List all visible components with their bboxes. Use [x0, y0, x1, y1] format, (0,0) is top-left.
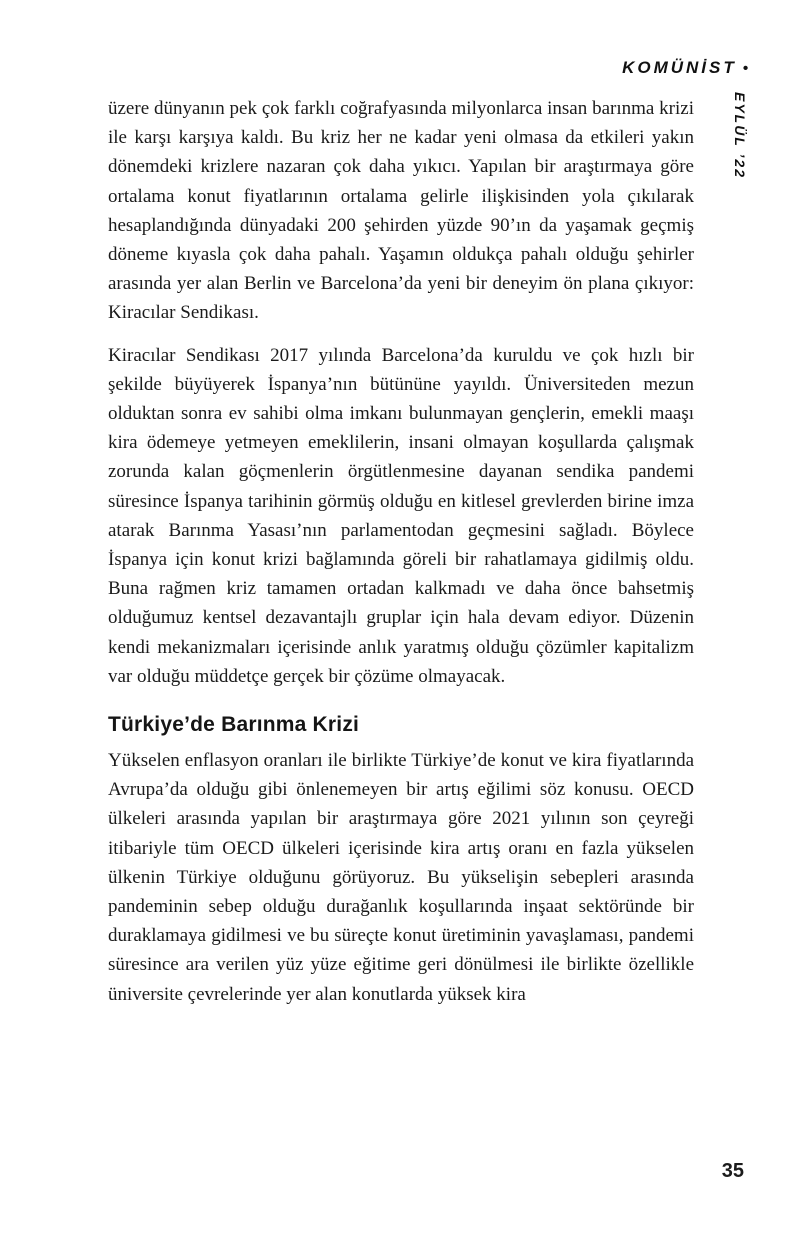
section-heading: Türkiye’de Barınma Krizi	[108, 713, 360, 737]
magazine-masthead	[622, 58, 748, 78]
magazine-title: KOMÜNİST	[622, 58, 737, 77]
issue-label: EYLÜL ’22	[732, 92, 748, 179]
body-paragraph: üzere dünyanın pek çok farklı coğrafyasında milyonlarca insan barınma krizi ile karşı karşıya kaldı. Bu kriz her ne kadar yeni olmasa da etkileri yakın dönemdeki krizlere nazaran çok daha yıkıcı. Yapılan bir araştırmaya göre ortalama konut fiyatlarının ortalama gelirle ilişkisinden yola çıkılarak hesaplandığında dünyadaki 200 şehirden yüzde 90’ın da yaşamak geçmiş döneme kıyasla çok daha pahalı. Yaşamın oldukça pahalı olduğu şehirler arasında yer alan Berlin ve Barcelona’da yeni bir deneyim ön plana çıkıyor: Kiracılar Sendikası.	[108, 98, 694, 324]
body-paragraph: Kiracılar Sendikası 2017 yılında Barcelona’da kuruldu ve çok hızlı bir şekilde büyüyerek İspanya’nın bütününe yayıldı. Üniversiteden mezun olduktan sonra ev sahibi olma imkanı bulunmayan gençlerin, emekli maaşı kira ödemeye yetmeyen emeklilerin, insani olmayan koşullarda çalışmak zorunda kalan göçmenlerin örgütlenmesine dayanan sendika pandemi süresince İspanya tarihinin görmüş olduğu en kitlesel grevlerden birine imza atarak Barınma Yasası’nın parlamentodan geçmesini sağladı. Böylece İspanya için konut krizi bağlamında göreli bir rahatlamaya gidilmiş oldu. Buna rağmen kriz tamamen ortadan kalkmadı ve daha önce bahsetmiş olduğumuz kentsel dezavantajlı gruplar için hala devam ediyor. Düzenin kendi mekanizmaları içerisinde anlık yaratmış olduğu çözümler kapitalizm var olduğu müddetçe gerçek bir çözüme olmayacak.	[108, 344, 694, 687]
body-paragraph: Yükselen enflasyon oranları ile birlikte Türkiye’de konut ve kira fiyatlarında Avrupa’da olduğu gibi önlenemeyen bir artış eğilimi söz konusu. OECD ülkeleri arasında yapılan bir araştırmaya göre 2021 yılının son çeyreği itibariyle tüm OECD ülkeleri içerisinde kira artış oranı en fazla yükselen ülkenin Türkiye olduğunu görüyoruz. Bu yükselişin sebepleri arasında pandeminin sebep olduğu durağanlık koşullarında inşaat sektöründe bir duraklamaya gidilmesi ve bu süreçte konut üretiminin yavaşlaması, pandemi süresince ara verilen yüz yüze eğitime geri dönülmesi ile birlikte özellikle üniversite çevrelerinde yer alan konutlarda yüksek kira	[108, 750, 694, 1005]
masthead-bullet: •	[742, 60, 748, 77]
page-number: 35	[721, 1160, 744, 1182]
article-body	[108, 94, 694, 1022]
